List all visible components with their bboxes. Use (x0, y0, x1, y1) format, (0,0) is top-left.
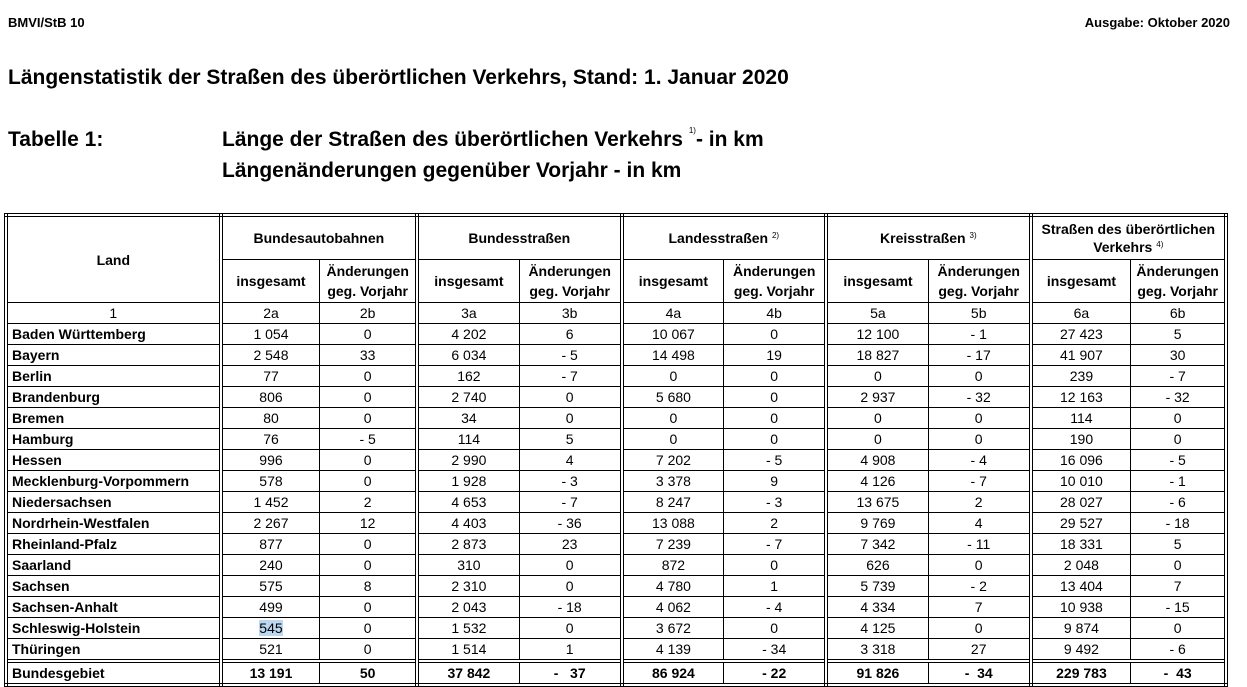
table-row (6, 618, 1226, 639)
table-cell: 0 (826, 408, 928, 429)
table-cell: 5 (1131, 324, 1226, 345)
table-cell: 34 (417, 408, 519, 429)
table-cell: 162 (417, 366, 519, 387)
table-cell: 0 (320, 639, 417, 662)
table-cell: 2 873 (417, 534, 519, 555)
table-cell: 2 (724, 513, 826, 534)
table-cell: 3 672 (622, 618, 724, 639)
table-cell: 0 (1131, 618, 1226, 639)
table-cell: 0 (1131, 429, 1226, 450)
column-index: 3b (519, 303, 621, 324)
table-row (6, 345, 1226, 366)
table-cell: 8 247 (622, 492, 724, 513)
table-cell: 10 010 (1031, 471, 1131, 492)
column-header-aenderungen: Änderungen geg. Vorjahr (928, 260, 1030, 303)
table-cell: 0 (928, 408, 1030, 429)
table-cell: 521 (221, 639, 320, 662)
table-cell: 10 938 (1031, 597, 1131, 618)
land-name: Sachsen-Anhalt (6, 597, 221, 618)
total-cell: - 34 (928, 661, 1030, 685)
table-cell: 13 404 (1031, 576, 1131, 597)
table-row (6, 534, 1226, 555)
table-cell: - 18 (1131, 513, 1226, 534)
table-cell: 4 403 (417, 513, 519, 534)
table-cell: 12 (320, 513, 417, 534)
column-header-insgesamt: insgesamt (1031, 260, 1131, 303)
table-cell: 4 334 (826, 597, 928, 618)
table-cell: 0 (826, 429, 928, 450)
column-index: 5a (826, 303, 928, 324)
table-cell: - 32 (928, 387, 1030, 408)
group-header-row (6, 215, 1226, 260)
group-header: Bundesautobahnen (221, 215, 417, 260)
column-index: 1 (6, 303, 221, 324)
land-name: Mecklenburg-Vorpommern (6, 471, 221, 492)
road-length-table (4, 213, 1228, 687)
table-cell: - 6 (1131, 639, 1226, 662)
column-header-insgesamt: insgesamt (622, 260, 724, 303)
table-title-line1 (222, 128, 764, 152)
total-cell: - 22 (724, 661, 826, 685)
table-cell: 3 318 (826, 639, 928, 662)
table-cell: 7 202 (622, 450, 724, 471)
table-cell: 2 (320, 492, 417, 513)
table-cell: 190 (1031, 429, 1131, 450)
table-cell: 13 675 (826, 492, 928, 513)
table-cell: 0 (724, 555, 826, 576)
table-cell: 0 (928, 618, 1030, 639)
table-cell: 0 (724, 408, 826, 429)
table-cell: 0 (724, 324, 826, 345)
table-cell: 2 043 (417, 597, 519, 618)
column-header-aenderungen: Änderungen geg. Vorjahr (320, 260, 417, 303)
column-header-aenderungen: Änderungen geg. Vorjahr (1131, 260, 1226, 303)
table-cell: 14 498 (622, 345, 724, 366)
column-index: 4b (724, 303, 826, 324)
selected-text[interactable]: 545 (259, 620, 283, 636)
table-cell: 2 048 (1031, 555, 1131, 576)
table-cell: - 32 (1131, 387, 1226, 408)
table-cell: 114 (1031, 408, 1131, 429)
group-header: Bundesstraßen (417, 215, 622, 260)
table-cell: 499 (221, 597, 320, 618)
table-cell: 0 (320, 387, 417, 408)
table-cell: 0 (320, 324, 417, 345)
table-cell: 877 (221, 534, 320, 555)
table-cell: 806 (221, 387, 320, 408)
table-cell: 0 (519, 387, 621, 408)
table-cell: 30 (1131, 345, 1226, 366)
table-cell: 8 (320, 576, 417, 597)
table-cell: 7 342 (826, 534, 928, 555)
table-cell: 1 452 (221, 492, 320, 513)
table-cell: 1 514 (417, 639, 519, 662)
table-cell: - 7 (519, 366, 621, 387)
table-cell: 0 (724, 366, 826, 387)
table-cell: 2 548 (221, 345, 320, 366)
column-index: 2b (320, 303, 417, 324)
table-cell: 0 (928, 555, 1030, 576)
land-name: Sachsen (6, 576, 221, 597)
table-cell: 0 (320, 408, 417, 429)
land-name: Niedersachsen (6, 492, 221, 513)
table-cell: 27 423 (1031, 324, 1131, 345)
table-cell: 77 (221, 366, 320, 387)
table-cell: 1 928 (417, 471, 519, 492)
column-index: 4a (622, 303, 724, 324)
total-cell: - 43 (1131, 661, 1226, 685)
column-header-aenderungen: Änderungen geg. Vorjahr (519, 260, 621, 303)
table-cell: 29 527 (1031, 513, 1131, 534)
table-row (6, 492, 1226, 513)
table-cell: 0 (1131, 555, 1226, 576)
land-name: Bremen (6, 408, 221, 429)
table-cell: 1 054 (221, 324, 320, 345)
table-cell: 28 027 (1031, 492, 1131, 513)
table-cell: - 18 (519, 597, 621, 618)
table-cell: 9 (724, 471, 826, 492)
table-cell: 0 (622, 366, 724, 387)
table-cell: - 7 (928, 471, 1030, 492)
table-cell: 2 740 (417, 387, 519, 408)
column-header-aenderungen: Änderungen geg. Vorjahr (724, 260, 826, 303)
table-cell: 4 (519, 450, 621, 471)
column-index: 2a (221, 303, 320, 324)
table-cell: 0 (320, 555, 417, 576)
table-row (6, 408, 1226, 429)
table-cell: - 7 (724, 534, 826, 555)
table-title-unit: - in km (695, 128, 764, 151)
land-name: Hessen (6, 450, 221, 471)
table-cell: - 15 (1131, 597, 1226, 618)
table-cell: 16 096 (1031, 450, 1131, 471)
table-cell: 4 780 (622, 576, 724, 597)
table-cell: 0 (320, 366, 417, 387)
table-cell: 4 125 (826, 618, 928, 639)
table-cell: - 2 (928, 576, 1030, 597)
table-cell: 0 (826, 366, 928, 387)
table-cell: 5 739 (826, 576, 928, 597)
table-cell: 33 (320, 345, 417, 366)
land-name: Brandenburg (6, 387, 221, 408)
group-header: Kreisstraßen $^{3)}$ (826, 215, 1031, 260)
land-name: Nordrhein-Westfalen (6, 513, 221, 534)
table-cell: 9 492 (1031, 639, 1131, 662)
group-header: Straßen des überörtlichen Verkehrs $^{4)}$ (1031, 215, 1226, 260)
table-cell: 239 (1031, 366, 1131, 387)
land-name: Saarland (6, 555, 221, 576)
land-name: Berlin (6, 366, 221, 387)
table-label: Tabelle 1: (8, 128, 104, 151)
document-title: Längenstatistik der Straßen des überörtlichen Verkehrs, Stand: 1. Januar 2020 (8, 66, 789, 89)
table-cell: 0 (724, 429, 826, 450)
table-cell: - 7 (519, 492, 621, 513)
table-cell: 76 (221, 429, 320, 450)
table-row (6, 471, 1226, 492)
table-cell: 0 (724, 387, 826, 408)
table-cell: - 1 (928, 324, 1030, 345)
table-cell: - 34 (724, 639, 826, 662)
group-header: Landesstraßen $^{2)}$ (622, 215, 827, 260)
table-row (6, 513, 1226, 534)
table-cell: - 7 (1131, 366, 1226, 387)
land-name: Hamburg (6, 429, 221, 450)
table-cell: 310 (417, 555, 519, 576)
table-cell: 4 653 (417, 492, 519, 513)
table-cell: 10 067 (622, 324, 724, 345)
table-row (6, 324, 1226, 345)
table-cell: - 5 (320, 429, 417, 450)
table-cell: 7 239 (622, 534, 724, 555)
table-cell: 1 532 (417, 618, 519, 639)
footnote-1-marker: 1) (688, 126, 696, 135)
total-label: Bundesgebiet (6, 661, 221, 685)
table-cell: 0 (519, 408, 621, 429)
table-row (6, 597, 1226, 618)
table-cell: 1 (724, 576, 826, 597)
table-cell: - 5 (1131, 450, 1226, 471)
table-cell: 4 139 (622, 639, 724, 662)
table-cell: 0 (622, 429, 724, 450)
table-cell: - 4 (724, 597, 826, 618)
column-index: 5b (928, 303, 1030, 324)
table-cell: 18 827 (826, 345, 928, 366)
table-row (6, 576, 1226, 597)
table-cell: 19 (724, 345, 826, 366)
table-cell: - 3 (724, 492, 826, 513)
table-cell: 0 (1131, 408, 1226, 429)
table-cell: 5 (519, 429, 621, 450)
table-cell: 2 937 (826, 387, 928, 408)
table-cell: 27 (928, 639, 1030, 662)
table-cell: 5 680 (622, 387, 724, 408)
land-name: Rheinland-Pfalz (6, 534, 221, 555)
table-cell: 12 100 (826, 324, 928, 345)
table-cell: 0 (320, 534, 417, 555)
column-header-land: Land (6, 215, 221, 303)
table-cell: 0 (519, 555, 621, 576)
table-title-line2: Längenänderungen gegenüber Vorjahr - in km (222, 159, 682, 182)
total-cell: 91 826 (826, 661, 928, 685)
table-cell: 2 267 (221, 513, 320, 534)
land-name: Schleswig-Holstein (6, 618, 221, 639)
table-cell: 6 034 (417, 345, 519, 366)
column-header-insgesamt: insgesamt (417, 260, 519, 303)
table-cell: 12 163 (1031, 387, 1131, 408)
table-cell: 2 310 (417, 576, 519, 597)
table-cell: - 5 (724, 450, 826, 471)
table-title-text: Länge der Straßen des überörtlichen Verkehrs (222, 128, 683, 151)
land-name: Bayern (6, 345, 221, 366)
total-cell: - 37 (519, 661, 621, 685)
table-cell: 0 (519, 576, 621, 597)
table-cell: 578 (221, 471, 320, 492)
total-cell: 229 783 (1031, 661, 1131, 685)
table-cell: - 3 (519, 471, 621, 492)
table-cell: 6 (519, 324, 621, 345)
table-cell: 2 (928, 492, 1030, 513)
total-row (6, 661, 1226, 685)
table-cell: 9 769 (826, 513, 928, 534)
table-cell: 4 (928, 513, 1030, 534)
table-row (6, 555, 1226, 576)
table-cell: 7 (1131, 576, 1226, 597)
table-cell: - 17 (928, 345, 1030, 366)
table-cell: 13 088 (622, 513, 724, 534)
column-index: 6b (1131, 303, 1226, 324)
table-cell: - 36 (519, 513, 621, 534)
table-cell: 4 126 (826, 471, 928, 492)
table-cell: - 5 (519, 345, 621, 366)
column-index-row (6, 303, 1226, 324)
table-cell: 9 874 (1031, 618, 1131, 639)
column-header-insgesamt: insgesamt (826, 260, 928, 303)
table-row (6, 639, 1226, 662)
land-name: Thüringen (6, 639, 221, 662)
table-cell: 7 (928, 597, 1030, 618)
column-index: 3a (417, 303, 519, 324)
land-name: Baden Württemberg (6, 324, 221, 345)
total-cell: 50 (320, 661, 417, 685)
total-cell: 37 842 (417, 661, 519, 685)
table-row (6, 387, 1226, 408)
doc-code: BMVI/StB 10 (8, 15, 85, 30)
table-row (6, 366, 1226, 387)
issue-date: Ausgabe: Oktober 2020 (1084, 15, 1230, 30)
table-cell: 80 (221, 408, 320, 429)
column-header-insgesamt: insgesamt (221, 260, 320, 303)
table-cell: 4 908 (826, 450, 928, 471)
table-cell: 0 (320, 450, 417, 471)
table-cell: 4 202 (417, 324, 519, 345)
table-cell: 0 (320, 471, 417, 492)
total-cell: 13 191 (221, 661, 320, 685)
table-cell: 0 (320, 597, 417, 618)
table-row (6, 450, 1226, 471)
table-cell: 0 (622, 408, 724, 429)
table-cell (221, 618, 320, 639)
table-cell: 114 (417, 429, 519, 450)
table-cell: - 4 (928, 450, 1030, 471)
table-cell: 872 (622, 555, 724, 576)
table-cell: 575 (221, 576, 320, 597)
table-cell: 0 (724, 618, 826, 639)
table-cell: 996 (221, 450, 320, 471)
table-cell: 1 (519, 639, 621, 662)
column-index: 6a (1031, 303, 1131, 324)
table-cell: - 6 (1131, 492, 1226, 513)
table-cell: 3 378 (622, 471, 724, 492)
total-cell: 86 924 (622, 661, 724, 685)
table-cell: 0 (928, 366, 1030, 387)
table-cell: 23 (519, 534, 621, 555)
table-cell: 0 (519, 618, 621, 639)
table-cell: 0 (320, 618, 417, 639)
table-cell: - 1 (1131, 471, 1226, 492)
table-cell: 626 (826, 555, 928, 576)
table-cell: - 11 (928, 534, 1030, 555)
table-cell: 4 062 (622, 597, 724, 618)
table-cell: 41 907 (1031, 345, 1131, 366)
table-cell: 5 (1131, 534, 1226, 555)
table-cell: 18 331 (1031, 534, 1131, 555)
table-row (6, 429, 1226, 450)
table-cell: 2 990 (417, 450, 519, 471)
table-cell: 240 (221, 555, 320, 576)
table-cell: 0 (928, 429, 1030, 450)
